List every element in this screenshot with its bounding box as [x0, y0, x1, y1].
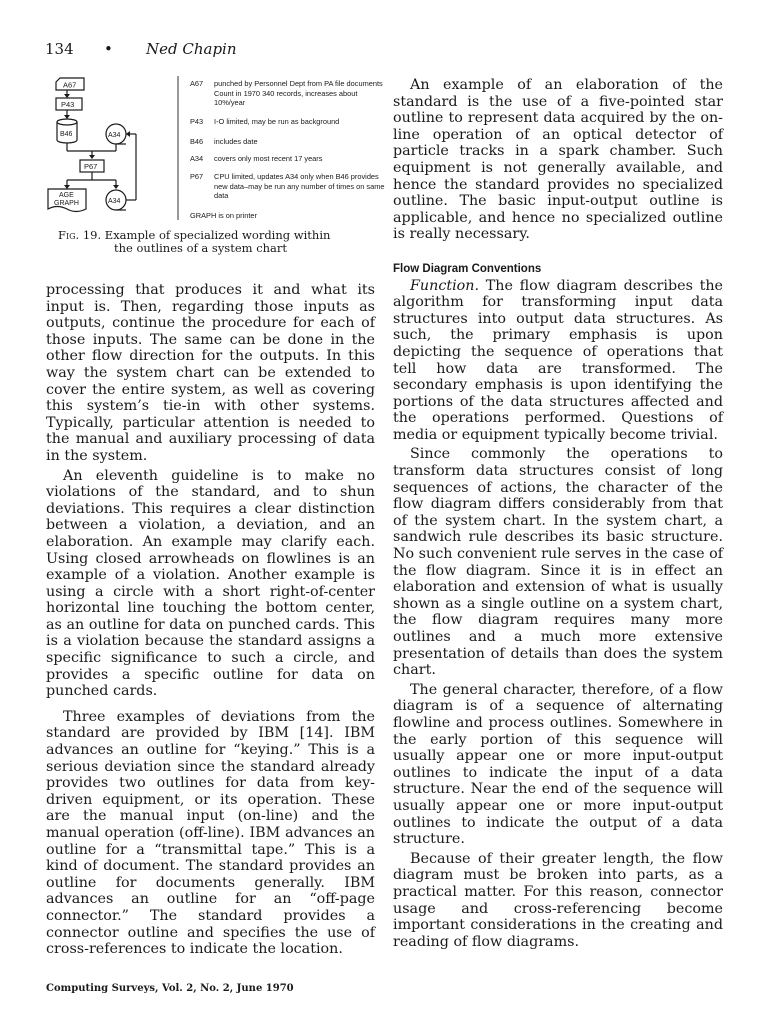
a34-bottom-label: A34 [108, 198, 121, 205]
left-paragraph-1: processing that produces it and what its input is. Then, regarding those inputs as outputs, continue the procedure for each of those inputs. The same can be done in the other flow direction for the outputs. In this way the system chart can be extended to cover the entire system, as well as covering this system’s tie-in with other systems. Typically, particular attention is needed to the manual and auxiliary processing of data in the system. [46, 282, 375, 464]
note-a67 [190, 79, 386, 109]
right-paragraph-5: Because of their greater length, the flow diagram must be broken into parts, as a practical matter. For this reason, connector usage and cross-referencing become important considerations in the creating and reading of flow diagrams. [393, 850, 723, 950]
left-paragraph-2: An eleventh guideline is to make no violations of the standard, and to shun deviations. This requires a clear distinction between a violation, a deviation, and an elaboration. An example may clarify each. Using closed arrowheads on flowlines is an example of a violation. Another example is using a circle with a short right-of-center horizontal line touching the bottom center, as an outline for data on punched cards. This is a violation because the standard assigns a specific significance to such a circle, and provides a specific outline for data on punched cards. [46, 467, 375, 700]
note-code: A67 [190, 79, 204, 88]
journal-footer: Computing Surveys, Vol. 2, No. 2, June 1970 [46, 983, 294, 994]
function-text: The flow diagram describes the algorithm for transforming input data structures into output data structures. As such, the primary emphasis is upon depicting the sequence of operations that tell how data are transformed. The secondary emphasis is upon identifying the portions of the data structures affected and the operations performed. Questions of media or equipment typically become trivial. [393, 277, 723, 443]
b46-disk-outline [57, 119, 77, 143]
figure-caption-line1: Example of specialized wording within [104, 228, 331, 242]
note-code: A34 [190, 154, 204, 163]
right-column [393, 77, 723, 950]
left-column [46, 282, 375, 958]
b46-label: B46 [60, 131, 73, 138]
note-text: includes date [214, 137, 258, 146]
note-text: CPU limited, updates A34 only when B46 provides new data–may be run any number of times on same data [214, 172, 385, 200]
figure-notes [190, 79, 386, 219]
running-head-author: Ned Chapin [146, 40, 237, 58]
system-chart-figure [40, 72, 182, 222]
function-label: Function. [410, 277, 480, 294]
p67-process-box [80, 160, 104, 172]
note-code: P67 [190, 172, 204, 181]
note-code: B46 [190, 137, 204, 146]
a34-top-label: A34 [108, 132, 121, 139]
age-graph-label-line2: GRAPH [54, 200, 79, 207]
age-graph-document-outline [48, 189, 86, 212]
left-paragraph-3: Three examples of deviations from the standard are provided by IBM [14]. IBM advances an outline for “keying.” This is a serious deviation since the standard already provides two outlines for data from key-driven equipment, or its operation. These are the manual input (on-line) and the manual operation (off-line). IBM advances an outline for a “transmittal tape.” This is a kind of document. The standard provides an outline for documents generally. IBM advances an outline for an “off-page connector.” The standard provides a connector outline and specifies the use of cross-references to indicate the location. [46, 708, 375, 958]
section-heading: Flow Diagram Conventions [393, 262, 542, 275]
a67-card-outline [56, 78, 84, 90]
a34-bottom-tape-outline [106, 190, 126, 210]
p67-label: P67 [84, 162, 98, 171]
right-paragraph-3: Since commonly the operations to transform data structures consist of long sequences of actions, the character of the flow diagram differs considerably from that of the system chart. In the system chart, a sandwich rule describes its basic structure. No such convenient rule serves in the case of the flow diagram. Since it is in effect an elaboration and extension of what is usually shown as a single outline on a system chart, the flow diagram requires many more outlines and a much more extensive presentation of details than does the system chart. [393, 446, 723, 679]
note-text: covers only most recent 17 years [214, 154, 323, 163]
note-code: P43 [190, 117, 204, 126]
note-text: punched by Personnel Dept from PA file documents Count in 1970 340 records, increases about 10%/year [214, 79, 383, 107]
a67-label: A67 [63, 80, 77, 90]
a34-top-tape-outline [106, 124, 126, 144]
header-separator: • [104, 40, 113, 58]
p43-label: P43 [61, 100, 75, 109]
figure-caption-line2: the outlines of a system chart [114, 240, 288, 255]
note-text: I-O limited, may be run as background [214, 117, 340, 126]
right-paragraph-2 [393, 278, 723, 444]
age-graph-label-line1: AGE [59, 192, 74, 199]
right-paragraph-4: The general character, therefore, of a flow diagram is of a sequence of alternating flowline and process outlines. Somewhere in the early portion of this sequence will usually appear one or more input-output outlines to indicate the input of a data structure. Near the end of the sequence will usually appear one or more input-output outlines to indicate the output of a data structure. [393, 681, 723, 848]
page-number: 134 [45, 40, 74, 58]
figure-caption [58, 229, 388, 254]
note-text: GRAPH is on printer [190, 211, 257, 220]
right-paragraph-1: An example of an elaboration of the standard is the use of a five-pointed star outline to represent data acquired by the on-line operation of an optical detector of particle tracks in a spark chamber. Such equipment is not generally available, and hence the standard provides no specialized outline. The basic input-output outline is applicable, and hence no specialized outline is really necessary. [393, 77, 723, 243]
figure-caption-label: Fig. 19. [58, 228, 102, 242]
p43-process-box [56, 98, 82, 110]
